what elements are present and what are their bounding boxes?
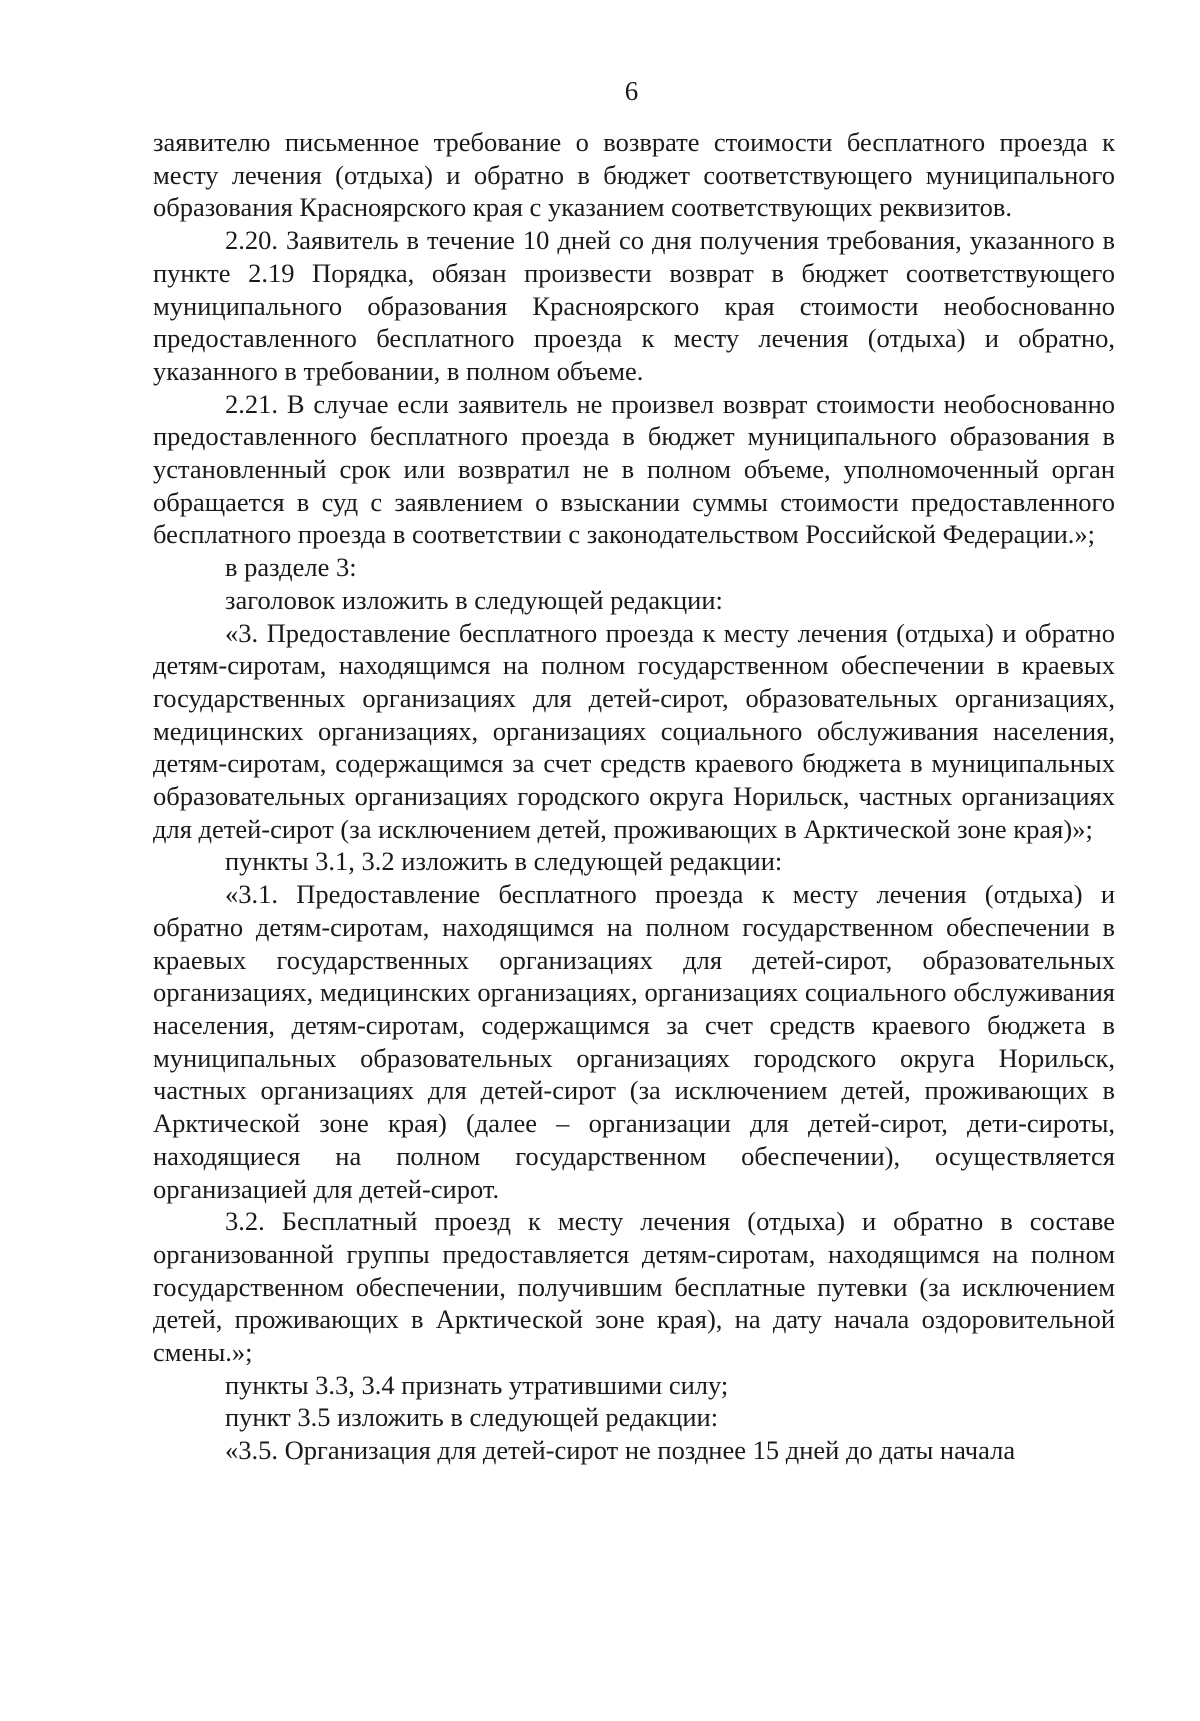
paragraph-section-3-intro: в разделе 3:	[225, 552, 357, 583]
paragraph-heading-3: «3. Предоставление бесплатного проезда к месту лечения (отдыха) и обратно детям-сиротам, находящимся на полном государственном обеспечении в краевых государственных организациях для детей-сирот, образовательных организациях, медицинских организациях, организациях социального обслуживания населения, детям-сиротам, содержащимся за счет средств краевого бюджета в муниципальных образовательных организациях городского округа Норильск, частных организациях для детей-сирот (за исключением детей, проживающих в Арктической зоне края)»;	[153, 617, 1115, 844]
paragraph-clause-3-5-instruction: пункт 3.5 изложить в следующей редакции:	[225, 1402, 719, 1433]
paragraph-clause-3-1: «3.1. Предоставление бесплатного проезда к месту лечения (отдыха) и обратно детям-сиротам, находящимся на полном государственном обеспечении в краевых государственных организациях для детей-сирот, образовательных организациях, медицинских организациях, организациях социального обслуживания населения, детям-сиротам, содержащимся за счет средств краевого бюджета в муниципальных образовательных организациях городского округа Норильск, частных организациях для детей-сирот (за исключением детей, проживающих в Арктической зоне края) (далее – организации для детей-сирот, дети-сироты, находящиеся на полном государственном обеспечении), осуществляется организацией для детей-сирот.	[153, 879, 1115, 1204]
page-number: 6	[624, 76, 639, 106]
paragraph-clause-3-2: 3.2. Бесплатный проезд к месту лечения (отдыха) и обратно в составе организованной группы предоставляется детям-сиротам, находящимся на полном государственном обеспечении, получившим бесплатные путевки (за исключением детей, проживающих в Арктической зоне края), на дату начала оздоровительной смены.»;	[153, 1206, 1115, 1368]
paragraph-clause-2-20: 2.20. Заявитель в течение 10 дней со дня получения требования, указанного в пункте 2.19 Порядка, обязан произвести возврат в бюджет соответствующего муниципального образования Красноярского края стоимости необоснованно предоставленного бесплатного проезда к месту лечения (отдыха) и обратно, указанного в требовании, в полном объеме.	[153, 225, 1115, 386]
paragraph-heading-instruction: заголовок изложить в следующей редакции:	[225, 584, 723, 615]
paragraph-clause-3-5: «3.5. Организация для детей-сирот не позднее 15 дней до даты начала	[225, 1435, 1016, 1466]
document-body	[153, 126, 1115, 1467]
paragraph-clauses-3-3-3-4-repeal: пункты 3.3, 3.4 признать утратившими силу;	[225, 1369, 729, 1400]
paragraph-clauses-3-1-3-2-instruction: пункты 3.1, 3.2 изложить в следующей редакции:	[225, 846, 783, 877]
paragraph-continuation: заявителю письменное требование о возврате стоимости бесплатного проезда к месту лечения (отдыха) и обратно в бюджет соответствующего муниципального образования Красноярского края с указанием соответствующих реквизитов.	[153, 127, 1115, 223]
paragraph-clause-2-21: 2.21. В случае если заявитель не произвел возврат стоимости необоснованно предоставленного бесплатного проезда в бюджет муниципального образования в установленный срок или возвратил не в полном объеме, уполномоченный орган обращается в суд с заявлением о взыскании суммы стоимости предоставленного бесплатного проезда в соответствии с законодательством Российской Федерации.»;	[153, 388, 1115, 550]
